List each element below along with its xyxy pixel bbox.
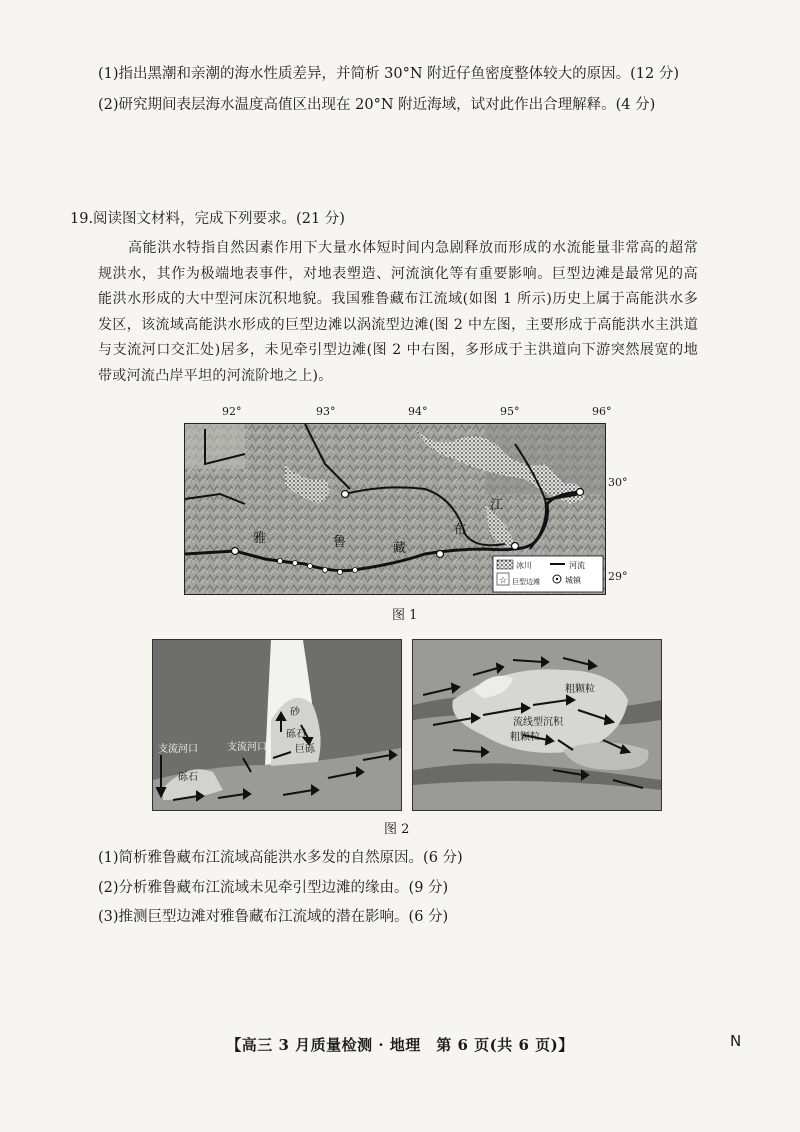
lat-30: 30° [608, 476, 628, 489]
map-label-jiang: 江 [490, 498, 504, 513]
lat-29: 29° [608, 570, 628, 583]
fig2-boulder: 巨砾 [295, 744, 315, 755]
fig2-coarse-top: 粗颗粒 [565, 684, 595, 695]
fig2-coarse-mid: 粗颗粒 [510, 732, 540, 743]
legend-star-icon: ☆ [499, 576, 508, 586]
map-label-bu: 布 [453, 523, 467, 538]
legend-bar: 巨型边滩 [512, 578, 540, 586]
figure-2-caption: 图 2 [384, 822, 410, 837]
q19-material: 高能洪水特指自然因素作用下大量水体短时间内急剧释放而形成的水流能量非常高的超常规洪水，其作为极端地表事件，对地表塑造、河流演化等有重要影响。巨型边滩是最常见的高能洪水形成的大中型河床沉积地貌。我国雅鲁藏布江流域(如图 1 所示)历史上属于高能洪水多发区，该流域高能洪水形成的巨型边滩以涡流型边滩(图 2 中左图，主要形成于高能洪水主洪道与支流河口交汇处)居多，未见牵引型边滩(图 2 中右图，多形成于主洪道向下游突然展宽的地带或河流凸岸平坦的河流阶地之上)。 [98, 240, 698, 384]
q19-question-2: (2)分析雅鲁藏布江流域未见牵引型边滩的缘由。(9 分) [98, 880, 449, 896]
prev-question-1: (1)指出黑潮和亲潮的海水性质差异，并简析 30°N 附近仔鱼密度整体较大的原因。(12 分) [98, 66, 680, 82]
map-label-lu: 鲁 [333, 535, 347, 550]
legend-town: 城镇 [565, 576, 581, 585]
q19-question-3: (3)推测巨型边滩对雅鲁藏布江流域的潜在影响。(6 分) [98, 909, 449, 925]
figure-2-right-traction-bar [412, 639, 662, 811]
lon-93: 93° [316, 405, 336, 418]
lon-96: 96° [592, 405, 612, 418]
fig2-streamline: 流线型沉积 [513, 717, 563, 728]
page-mark: N [730, 1032, 742, 1050]
map-label-ya: 雅 [253, 531, 267, 546]
fig2-tributary-left: 支流河口 [158, 744, 198, 755]
lon-95: 95° [500, 405, 520, 418]
prev-question-2: (2)研究期间表层海水温度高值区出现在 20°N 附近海域，试对此作出合理解释。(4 分) [98, 97, 656, 113]
fig2-gravel-low: 砾石 [178, 772, 198, 783]
map-label-zang: 藏 [393, 541, 407, 556]
fig2-sand: 砂 [290, 707, 300, 718]
fig2-tributary-right: 支流河口 [227, 742, 267, 753]
q19-heading: 19.阅读图文材料，完成下列要求。(21 分) [70, 211, 345, 227]
q19-question-1: (1)简析雅鲁藏布江流域高能洪水多发的自然原因。(6 分) [98, 850, 463, 866]
lon-94: 94° [408, 405, 428, 418]
lon-92: 92° [222, 405, 242, 418]
figure-1-caption: 图 1 [392, 608, 418, 623]
figure-2-left-vortex-bar [152, 639, 402, 811]
map-legend [493, 556, 603, 592]
terrain-map-graphic [185, 424, 605, 594]
legend-glacier: 冰川 [516, 561, 532, 570]
figure-1-map [184, 423, 606, 595]
fig2-gravel: 砾石 [286, 729, 306, 740]
legend-river: 河流 [569, 561, 585, 570]
page-footer: 【高三 3 月质量检测 · 地理 第 6 页(共 6 页)】 [226, 1036, 574, 1054]
